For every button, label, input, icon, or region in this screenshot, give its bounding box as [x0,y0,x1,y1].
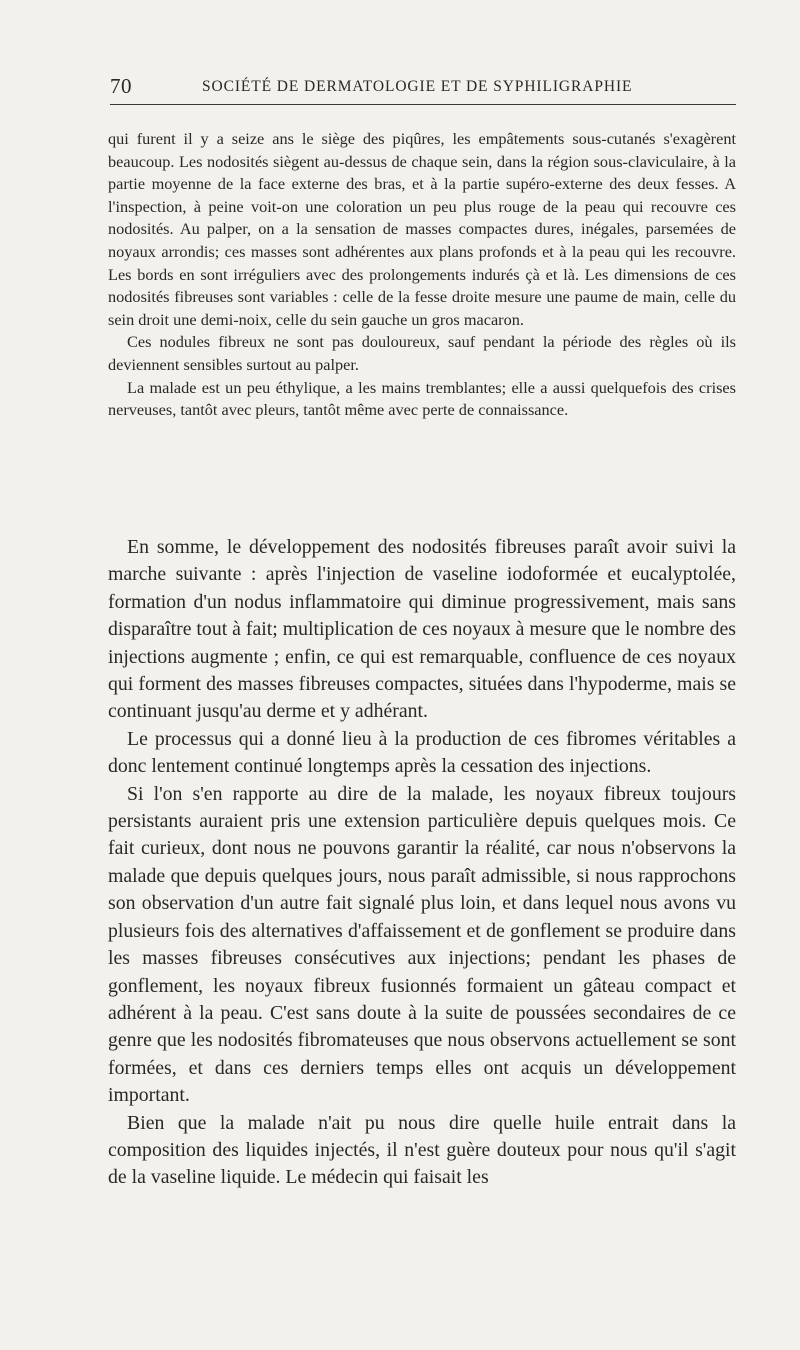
paragraph: La malade est un peu éthylique, a les mains tremblantes; elle a aussi quelquefois des crises nerveuses, tantôt avec pleurs, tantôt même avec perte de connaissance. [108,377,736,420]
paragraph: Le processus qui a donné lieu à la production de ces fibromes véritables a donc lentement continué longtemps après la cessation des injections. [108,727,736,778]
paragraph: Ces nodules fibreux ne sont pas douloureux, sauf pendant la période des règles où ils deviennent sensibles surtout au palper. [108,332,736,374]
paragraph: En somme, le développement des nodosités fibreuses paraît avoir suivi la marche suivante : après l'injection de vaseline iodoformée et eucalyptolée, formation d'un nodus inflammatoire qui diminue progressivement, mais sans disparaître tout à fait; multiplication de ces noyaux à mesure que le nombre des injections augmente ; enfin, ce qui est remarquable, confluence de ces noyaux qui forment des masses fibreuses compactes, situées dans l'hypoderme, mais se continuant jusqu'au derme et y adhérant. [108,536,736,723]
page-header [110,70,736,105]
observation-small-print [108,128,736,422]
paragraph: qui furent il y a seize ans le siège des piqûres, les empâtements sous-cutanés s'exagèrent beaucoup. Les nodosités siègent au-dessus de chaque sein, dans la région sous-claviculaire, à la partie moyenne de la face externe des bras, et à la partie supéro-externe des deux fesses. A l'inspection, à peine voit-on une coloration un peu plus rouge de la peau qui recouvre ces nodosités. Au palper, on a la sensation de masses compactes dures, inégales, parsemées de noyaux arrondis; ces masses sont adhérentes aux plans profonds et à la peau qui les recouvre. Les bords en sont irréguliers avec des prolongements indurés çà et là. Les dimensions de ces nodosités fibreuses sont variables : celle de la fesse droite mesure une paume de main, celle du sein droit une demi-noix, celle du sein gauche un gros macaron. [108,129,736,329]
discussion-body-text [108,534,736,1192]
page-number: 70 [110,74,132,98]
paragraph: Bien que la malade n'ait pu nous dire quelle huile entrait dans la composition des liquides injectés, il n'est guère douteux pour nous qu'il s'agit de la vaseline liquide. Le médecin qui faisait les [108,1111,736,1189]
paragraph: Si l'on s'en rapporte au dire de la malade, les noyaux fibreux toujours persistants auraient pris une extension particulière depuis quelques mois. Ce fait curieux, dont nous ne pouvons garantir la réalité, car nous n'observons la malade que depuis quelques jours, nous paraît admissible, si nous rapprochons son observation d'un autre fait signalé plus loin, et dans lequel nous avons vu plusieurs fois des alternatives d'affaissement et de gonflement se produire dans les masses fibreuses consécutives aux injections; pendant les phases de gonflement, les noyaux fibreux fusionnés formaient un gâteau compact et adhérent à la peau. C'est sans doute à la suite de poussées secondaires de ce genre que les nodosités fibromateuses que nous observons actuellement se sont formées, et dans ces derniers temps elles ont acquis un développement important. [108,782,736,1107]
running-title: SOCIÉTÉ DE DERMATOLOGIE ET DE SYPHILIGRAPHIE [202,78,633,95]
